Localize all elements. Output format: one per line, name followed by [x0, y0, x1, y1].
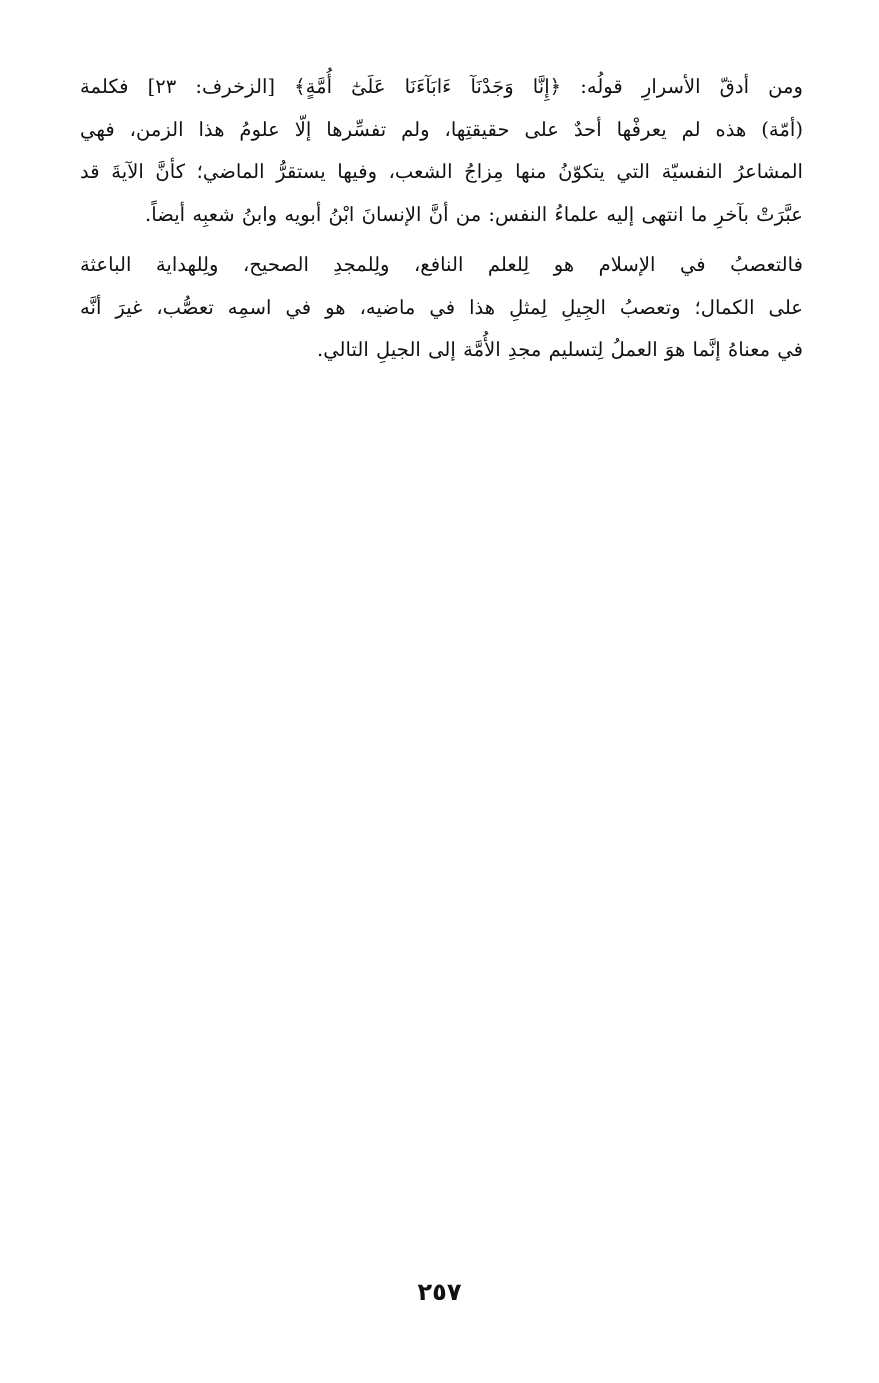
- page-number: ٢٥٧: [417, 1278, 462, 1306]
- text-line: المشاعرُ النفسيّة التي يتكوّنُ منها مِزاجُ الشعب، وفيها يستقرُّ الماضي؛ كأنَّ الآيةَ قد: [80, 160, 803, 183]
- text-line: ومن أدقّ الأسرارِ قولُه: ﴿إِنَّا وَجَدْنَآ ءَابَآءَنَا عَلَىٰٓ أُمَّةٍ﴾ [الزخرف: ٢٣] فكلمة: [80, 75, 803, 98]
- body-text: [80, 66, 803, 372]
- text-line: على الكمال؛ وتعصبُ الجِيلِ لِمثلِ هذا في ماضيه، هو في اسمِه تعصُّب، غيرَ أنَّه: [80, 295, 803, 319]
- text-line: في معناهُ إنَّما هوَ العملُ لِتسليم مجدِ الأُمَّة إلى الجيلِ التالي.: [317, 338, 803, 361]
- text-line: عبَّرَتْ بآخرِ ما انتهى إليه علماءُ النفس: من أنَّ الإنسانَ ابْنُ أبويه وابنُ شعبِه أيضاً.: [145, 202, 803, 226]
- text-line: (أمّة) هذه لم يعرفْها أحدٌ على حقيقتِها، ولم تفسِّرها إلّا علومُ هذا الزمن، فهي: [80, 117, 803, 141]
- paragraph-1: [80, 66, 803, 236]
- paragraph-2: [80, 244, 803, 372]
- text-line: فالتعصبُ في الإسلام هو لِلعلم النافع، ولِلمجدِ الصحيح، ولِلهداية الباعثة: [80, 253, 803, 276]
